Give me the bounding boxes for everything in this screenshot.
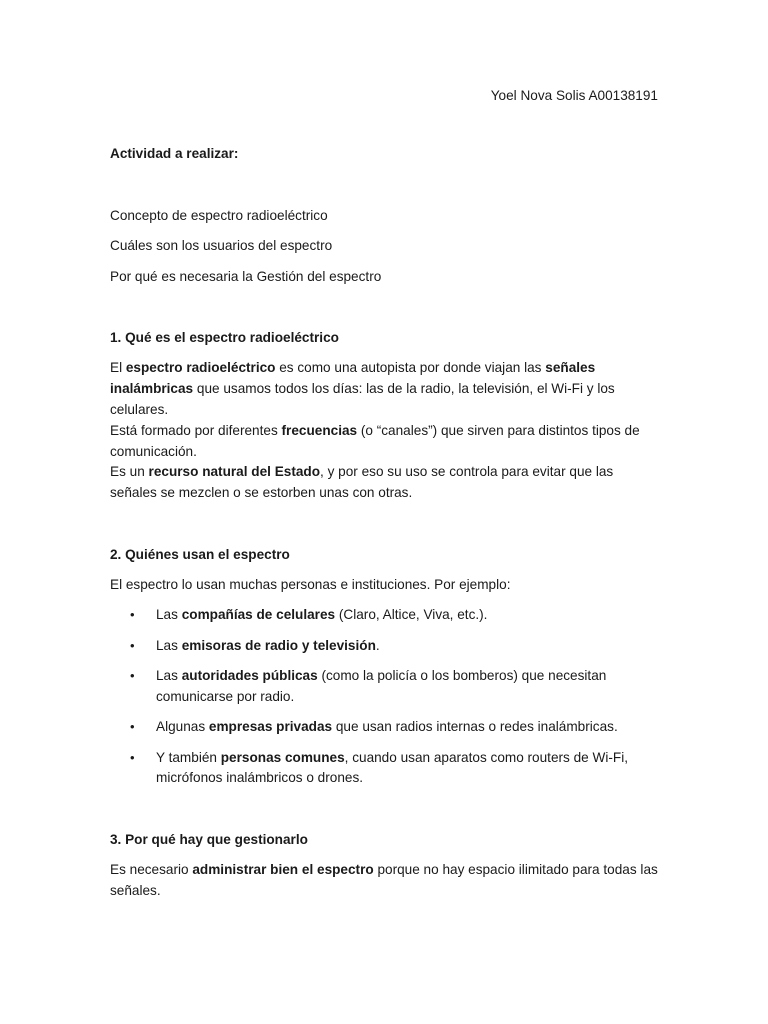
list-item: • Las emisoras de radio y televisión. — [110, 636, 660, 657]
list-item: • Las autoridades públicas (como la policía o los bomberos) que necesitan comunicarse por radio. — [110, 666, 660, 708]
activity-item-3: Por qué es necesaria la Gestión del espectro — [110, 268, 382, 284]
author-line: Yoel Nova Solis A00138191 — [490, 88, 658, 103]
section-1-heading: 1. Qué es el espectro radioeléctrico — [110, 329, 339, 345]
document-body — [110, 144, 660, 902]
activity-item-1: Concepto de espectro radioeléctrico — [110, 207, 328, 223]
list-item: • Y también personas comunes, cuando usan aparatos como routers de Wi-Fi, micrófonos inalámbricos o drones. — [110, 748, 660, 790]
section-1-paragraph: El espectro radioeléctrico es como una autopista por donde viajan las señales inalámbricas que usamos todos los días: las de la radio, la televisión, el Wi-Fi y los celulares. Está formado por diferentes frecuencias (o “canales”) que sirven para distintos tipos de comunicación. Es un recurso natural del Estado, y por eso su uso se controla para evitar que las señales se mezclen o se estorben unas con otras. — [110, 360, 640, 501]
activity-title: Actividad a realizar: — [110, 146, 239, 161]
section-3-heading: 3. Por qué hay que gestionarlo — [110, 831, 308, 847]
section-3-paragraph: Es necesario administrar bien el espectro porque no hay espacio ilimitado para todas las señales. — [110, 862, 658, 899]
activity-item-2: Cuáles son los usuarios del espectro — [110, 238, 333, 254]
list-item: • Las compañías de celulares (Claro, Altice, Viva, etc.). — [110, 605, 660, 626]
section-2-intro: El espectro lo usan muchas personas e instituciones. Por ejemplo: — [110, 576, 511, 592]
list-item: • Algunas empresas privadas que usan radios internas o redes inalámbricas. — [110, 717, 660, 738]
users-list — [110, 605, 660, 789]
section-2-heading: 2. Quiénes usan el espectro — [110, 546, 290, 562]
